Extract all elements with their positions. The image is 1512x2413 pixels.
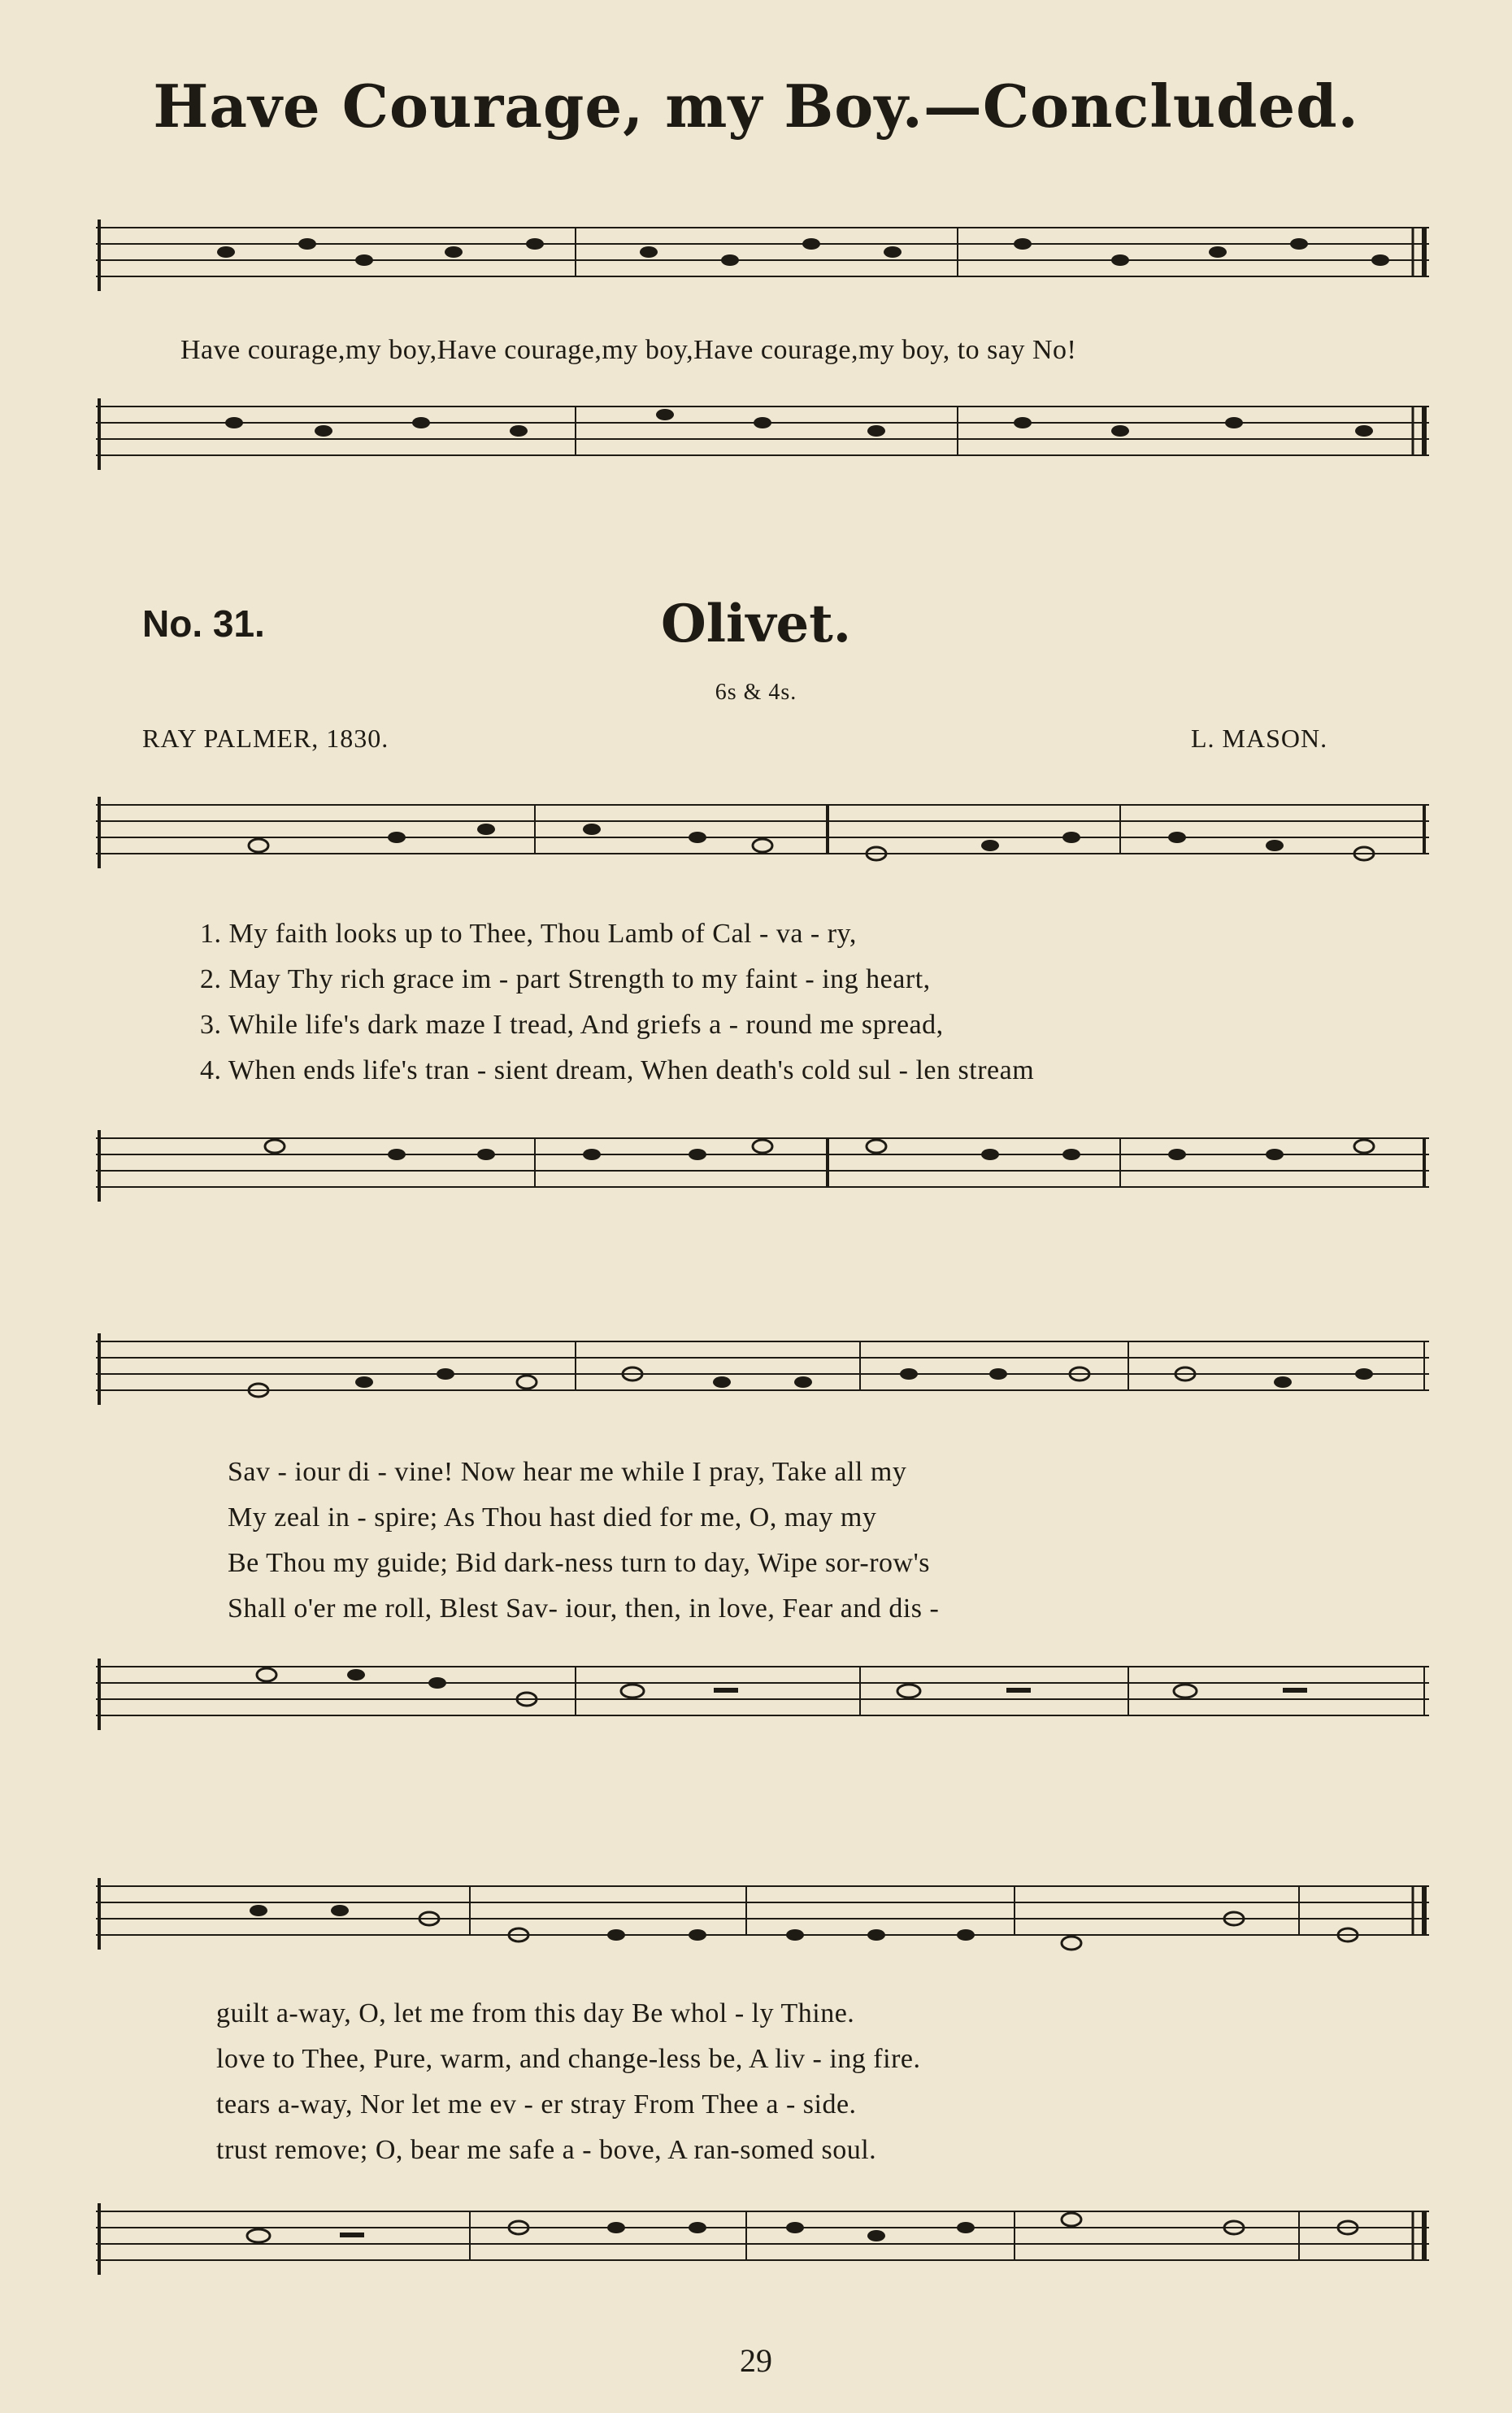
- verse-4-system-3: trust remove; O, bear me safe a - bove, A ran-somed soul.: [216, 2135, 877, 2165]
- verse-3-system-1: 3. While life's dark maze I tread, And griefs a - round me spread,: [200, 1010, 944, 1040]
- staff-treble-system-2: [96, 1325, 1429, 1415]
- staff-lines: [96, 789, 1429, 878]
- staff-treble-system-3: [96, 1870, 1429, 1959]
- page-title: Have Courage, my Boy.—Concluded.: [153, 72, 1359, 141]
- verse-3-system-2: Be Thou my guide; Bid dark-ness turn to day, Wipe sor-row's: [228, 1548, 930, 1578]
- verse-4-system-2: Shall o'er me roll, Blest Sav- iour, then, in love, Fear and dis -: [228, 1593, 940, 1624]
- verse-2-system-3: love to Thee, Pure, warm, and change-less be, A liv - ing fire.: [216, 2044, 921, 2074]
- staff-lines: [96, 203, 1429, 293]
- verse-1-system-2: Sav - iour di - vine! Now hear me while I pray, Take all my: [228, 1457, 907, 1487]
- staff-lines: [96, 2195, 1429, 2285]
- staff-lines: [96, 382, 1429, 472]
- verse-4-system-1: 4. When ends life's tran - sient dream, When death's cold sul - len stream: [200, 1055, 1035, 1085]
- staff-treble-top: [96, 203, 1429, 293]
- staff-bass-top: [96, 382, 1429, 472]
- staff-lines: [96, 1122, 1429, 1211]
- hymn-title: Olivet.: [660, 593, 852, 654]
- verse-1-system-3: guilt a-way, O, let me from this day Be whol - ly Thine.: [216, 1998, 855, 2028]
- verse-2-system-2: My zeal in - spire; As Thou hast died for me, O, may my: [228, 1502, 877, 1533]
- staff-lines: [96, 1325, 1429, 1415]
- hymn-author: RAY PALMER, 1830.: [142, 724, 389, 753]
- staff-bass-system-3: [96, 2195, 1429, 2285]
- staff-lines: [96, 1870, 1429, 1959]
- hymn-meter: 6s & 4s.: [715, 680, 797, 705]
- page-number: 29: [740, 2342, 772, 2379]
- staff-bass-system-2: [96, 1650, 1429, 1740]
- staff-lines: [96, 1650, 1429, 1740]
- hymn-number: No. 31.: [142, 602, 265, 645]
- lyric-top-song: Have courage,my boy,Have courage,my boy,Have courage,my boy, to say No!: [180, 335, 1077, 365]
- staff-bass-system-1: [96, 1122, 1429, 1211]
- verse-2-system-1: 2. May Thy rich grace im - part Strength to my faint - ing heart,: [200, 964, 931, 994]
- verse-3-system-3: tears a-way, Nor let me ev - er stray From Thee a - side.: [216, 2089, 857, 2120]
- staff-treble-system-1: [96, 789, 1429, 878]
- hymn-composer: L. MASON.: [1191, 724, 1328, 753]
- verse-1-system-1: 1. My faith looks up to Thee, Thou Lamb of Cal - va - ry,: [200, 919, 857, 949]
